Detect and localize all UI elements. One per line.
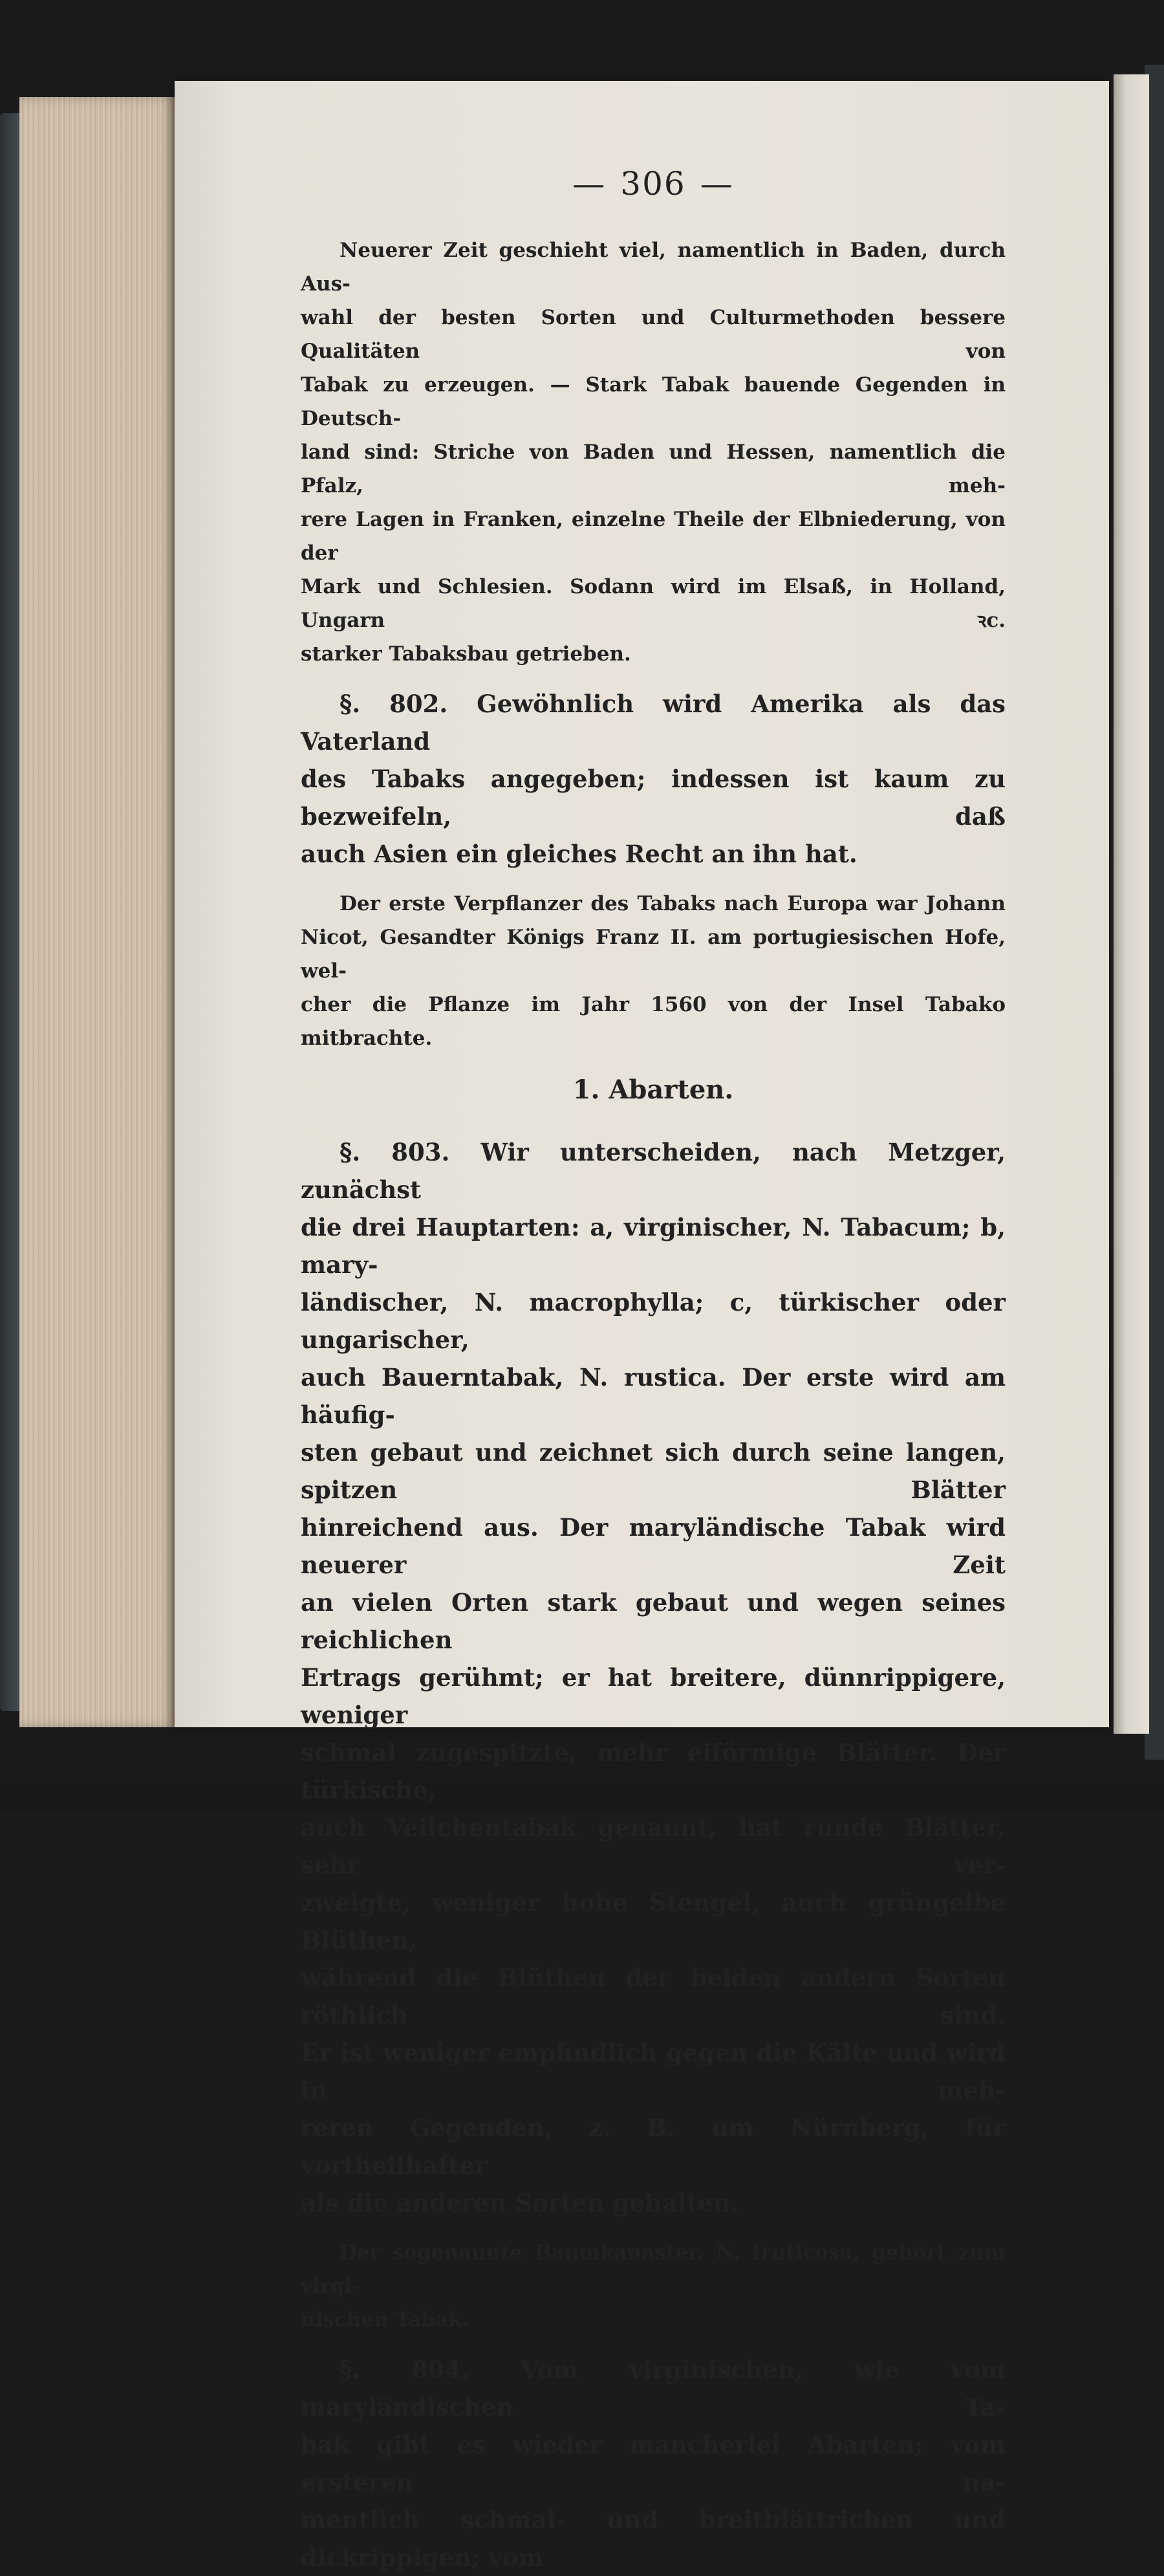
next-page-edge	[1114, 74, 1149, 1734]
paragraph	[301, 685, 1006, 873]
paragraph	[301, 234, 1006, 671]
text-line: Ertrags gerühmt; er hat breitere, dünnrippigere, weniger	[301, 1663, 1006, 1729]
page-edges	[19, 97, 178, 1727]
text-line: wahl der besten Sorten und Culturmethoden bessere Qualitäten von	[301, 306, 1006, 363]
text-line: §. 802. Gewöhnlich wird Amerika als das Vaterland	[301, 690, 1006, 756]
text-before-heading	[301, 234, 1006, 1055]
text-line: nischen Tabak.	[301, 2308, 469, 2331]
text-line: Der erste Verpflanzer des Tabaks nach Europa war Johann	[339, 892, 1006, 915]
text-line: auch Bauerntabak, N. rustica. Der erste wird am häufig-	[301, 1363, 1006, 1429]
text-line: §. 803. Wir unterscheiden, nach Metzger, zunächst	[301, 1138, 1006, 1204]
paragraph	[301, 887, 1006, 1055]
text-line: auch Asien ein gleiches Recht an ihn hat.	[301, 840, 857, 868]
text-line: auch Veilchentabak genannt, hat runde Blätter, sehr ver-	[301, 1813, 1006, 1879]
text-line: Mark und Schlesien. Sodann wird im Elsaß, in Holland, Ungarn ꝛc.	[301, 575, 1006, 632]
page-text	[301, 165, 1006, 2576]
paragraph	[301, 2351, 1006, 2576]
text-line: mentlich schmal- und breitblättrichen und dickrippigen; vom	[301, 2505, 1006, 2571]
paragraph	[301, 1133, 1006, 2221]
text-line: bak gibt es wieder mancherlei Abarten; vom ersteren na-	[301, 2430, 1006, 2496]
paragraph	[301, 2236, 1006, 2337]
section-heading: 1. Abarten.	[572, 1075, 734, 1105]
text-line: hinreichend aus. Der maryländische Tabak wird neuerer Zeit	[301, 1513, 1006, 1579]
text-line: als die anderen Sorten gehalten.	[301, 2189, 739, 2217]
text-line: sten gebaut und zeichnet sich durch seine langen, spitzen Blätter	[301, 1438, 1006, 1504]
text-line: Nicot, Gesandter Königs Franz II. am portugiesischen Hofe, wel-	[301, 926, 1006, 983]
text-line: des Tabaks angegeben; indessen ist kaum zu bezweifeln, daß	[301, 765, 1006, 831]
text-line: während die Blüthen der beiden andern Sorten röthlich sind.	[301, 1963, 1006, 2029]
text-line: Tabak zu erzeugen. — Stark Tabak bauende Gegenden in Deutsch-	[301, 373, 1006, 430]
text-line: ländischer, N. macrophylla; c, türkischer oder ungarischer,	[301, 1288, 1006, 1354]
text-line: Er ist weniger empfindlich gegen die Kälte und wird in meh-	[301, 2038, 1006, 2104]
text-line: cher die Pflanze im Jahr 1560 von der Insel Tabako mitbrachte.	[301, 993, 1006, 1050]
text-after-heading	[301, 1133, 1006, 2576]
page-number: — 306 —	[572, 165, 734, 202]
text-line: die drei Hauptarten: a, virginischer, N. Tabacum; b, mary-	[301, 1213, 1006, 1279]
text-line: starker Tabaksbau getrieben.	[301, 642, 631, 666]
text-line: Der sogenannte Baumkanaster, N. fruticosa, gehört zum virgi-	[301, 2241, 1006, 2298]
text-line: §. 804. Vom virginischen, wie vom maryländischen Ta-	[301, 2355, 1006, 2421]
text-line: zweigte, weniger hohe Stengel, auch grüngelbe Blüthen,	[301, 1888, 1006, 1954]
text-line: land sind: Striche von Baden und Hessen, namentlich die Pfalz, meh-	[301, 441, 1006, 497]
text-line: reren Gegenden, z. B. um Nürnberg, für vortheilhafter	[301, 2113, 1006, 2179]
book-page	[175, 81, 1109, 2571]
text-line: an vielen Orten stark gebaut und wegen seines reichlichen	[301, 1588, 1006, 1654]
text-line: rere Lagen in Franken, einzelne Theile der Elbniederung, von der	[301, 508, 1006, 565]
text-line: schmal zugespitzte, mehr eiförmige Blätter. Der türkische,	[301, 1738, 1006, 1804]
text-line: Neuerer Zeit geschieht viel, namentlich in Baden, durch Aus-	[301, 239, 1006, 296]
